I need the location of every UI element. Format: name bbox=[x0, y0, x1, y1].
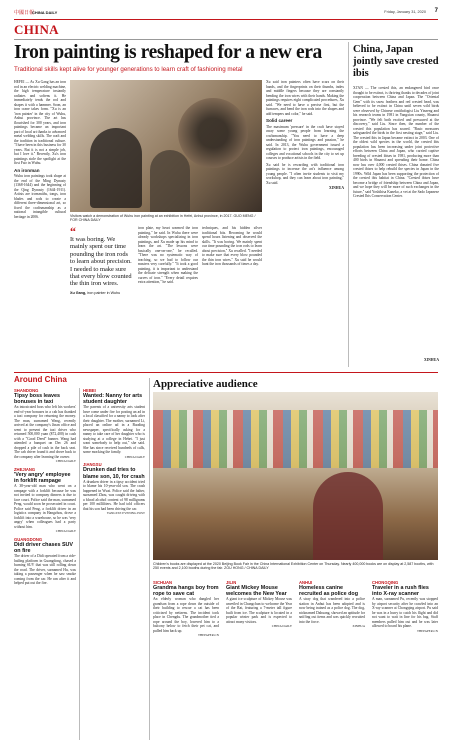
brief-body: The parents of a university arts student have come under fire for posting an ad in a local classified for a nanny to look after their daughter. The mother, surnamed Li, placed an online ad in a Baoding newspaper, specifically asking for a nanny to take care of her daughter who is studying at a college in Hebei. "I just want somebody to help out," she said. She has since received hundreds of calls, some mocking the family. bbox=[83, 405, 145, 455]
brief-title: Grandma hangs boy from rope to save cat bbox=[153, 585, 219, 598]
brief-body: A giant ice sculpture of Mickey Mouse was unveiled in Changchun to welcome the Year of the Rat, featuring a 7-meter tall figure built from ice. The sculpture is located in a popular winter park and is expected to attract many visitors. bbox=[226, 597, 292, 624]
masthead-date: Friday, January 31, 2020 bbox=[384, 10, 426, 14]
brief-title: Didi driver chases SUV on fire bbox=[14, 541, 74, 555]
brief-place: JIANGSU bbox=[83, 462, 102, 468]
main-col-1b-text: Wuhu iron paintings took shape at the end of the Ming Dynasty (1368-1644) and the beginning of the Qing Dynasty (1644-1911). Artists are ironsmiths, tongs, iron blades and rods to create a different three-dimensional art, so fixed the craftsmanship as a national intangible cultural heritage in 2006. bbox=[14, 174, 66, 219]
side-headline: China, Japan jointly save crested ibis bbox=[353, 44, 439, 79]
masthead bbox=[14, 7, 438, 19]
pull-quote-name: Xu Gang, bbox=[70, 290, 87, 295]
pull-quote bbox=[70, 226, 132, 295]
brief-jilin bbox=[226, 580, 292, 629]
iron-painting-photo bbox=[70, 80, 262, 212]
page-number: 7 bbox=[434, 8, 438, 14]
main-deck: Traditional skills kept alive for younger generations to learn craft of fashioning metal bbox=[14, 66, 243, 73]
side-body: XI'AN — The crested ibis, an endangered bird once thought to be extinct, is thriving thanks to decades of joint cooperation between China and Japan. The "Oriental Gem" with its snow feathers and red crested head, was believed to be extinct in China until seven wild birds were observed by Chinese ornithologist Liu Yinzeng and his research teams in 1981 in Yangxian county, Shaanxi province. "We felt both excited and pressured at the discovery," said Liu. Since then, the number of the crested ibis population has soared. "Basic measures safeguarded the birds in the first nesting stage," said Liu. The crested ibis in Japan became extinct in 2003. One of the oldest wild species in the world, the crested ibis population has been increasing under joint protective efforts between China and Japan, who carried captive breeding of crested ibises in 1981, producing more than 400 birds in Shaanxi and spreading their home. China now has over 4,000 crested ibises. China donated five crested ibises to help rebuild the species in Japan in the 1990s. Wild Japan has been supporting the protection of the crested ibis habitat in China. "Crested ibises have become a bridge of friendship between China and Japan, and we hope they will be more of such exchanges in the future," said Yoshihisa Kaneko, a vet at the Sado Japanese Crested Ibis Conservation Center. bbox=[353, 86, 439, 198]
brief-source: THEPAPER.CN bbox=[197, 633, 219, 638]
side-story-divider bbox=[348, 42, 349, 367]
appreciative-label: Appreciative audience bbox=[153, 378, 258, 390]
main-col-1-text: HEFEI — As Xu Gang has an iron rod in an electric welding machine, the high temperature instantly radiates and softens it. He immediately tends the rod and shapes it with a hammer. Soon, an iron crane takes form. "Xu is an 'iron painter' in the city of Wuhu, Anhui province. The art has flourished for 300 years, and iron paintings became an important part of local art thanks to advanced metal welding skills. The craft and the tradition in traditional culture. "I have been in this business for 30 years. But it is not a simple job, but I love it." Recently, Xu's iron paintings stole the spotlight at the first Fair in Wuhu. bbox=[14, 80, 67, 165]
brief-title: Homeless canine recruited as police dog bbox=[299, 585, 359, 598]
brief-title: Tipsy boss leaves bonuses in taxi bbox=[14, 393, 61, 406]
photo-crane-artwork bbox=[178, 98, 248, 168]
main-col-3: techniques, and his hidden silver traditional bits. Becoming he would spend hours listening and observed the skills. "It was boring. We mainly spent our time pounding the iron rods to learn about precision," Xu recalled. "I needed to make sure that every blow pounded the thin iron wires." Xu said he would hunt the iron thousands of times a day. bbox=[202, 226, 262, 266]
brief-place: CHONGQING bbox=[372, 580, 399, 585]
book-fair-photo bbox=[153, 392, 438, 560]
around-china-rule bbox=[14, 372, 438, 373]
main-byline: XINHUA bbox=[329, 186, 344, 190]
brief-body: A 38-year-old man who went on a rampage with a forklift because he was not invited to company dinners is due to face court. Police said the man, surnamed Peng, would soon be prosecuted in court. Police said Peng, a forklift driver in an logistics company in Hangzhou, drove a forklift into a warehouse, so he was 'very angry' when colleagues had a party without him. bbox=[14, 484, 76, 529]
photo-worker-figure bbox=[90, 128, 142, 208]
brief-place: JILIN bbox=[226, 580, 237, 585]
pull-quote-role: iron painter in Wuhu bbox=[87, 290, 121, 295]
subhead-solid-career: Solid career bbox=[266, 118, 293, 123]
brief-place: ZHEJIANG bbox=[14, 466, 36, 472]
brief-title: Giant Mickey Mouse welcomes the New Year bbox=[226, 585, 287, 598]
side-byline: XINHUA bbox=[424, 358, 439, 362]
brief-source: CHINA DAILY bbox=[55, 529, 76, 534]
book-fair-caption: Children's books are displayed at the 2020 Beijing Book Fair in the China International Exhibition Center on Thursday. Nearly 400,000 books are on display at 2,587 booths, with 250 events and 2,100 booths during the fair. ZOU HONG / CHINA DAILY bbox=[153, 562, 434, 571]
appreciative-briefs bbox=[153, 580, 438, 745]
photo-visitors bbox=[150, 150, 190, 212]
brief-title: Drunken dad tries to blame son, 10, for crash bbox=[83, 467, 145, 480]
brief-place: SICHUAN bbox=[153, 580, 173, 585]
subhead-ironman: An ironman bbox=[14, 167, 40, 173]
brief-place: GUANGDONG bbox=[14, 536, 43, 542]
main-col-2: iron plate, my heart warmed the iron painting," he said. In Wuhu there were already workshops specializing in iron paintings, and Xu made up his mind to learn the art. "The lessons were basically one-on-one," he recalled. "There was no systematic way of teaching, so we had to follow our masters very carefully." "It took a good painting, it is important to understand the delicate strength when making the curves of iron." "Every detail requires extra attention," he said. bbox=[138, 226, 198, 284]
quote-mark-icon: “ bbox=[70, 224, 76, 238]
brief-source: XINHUA bbox=[352, 624, 365, 629]
brief-place: HEBEI bbox=[83, 388, 96, 393]
around-col-divider-1 bbox=[79, 388, 80, 740]
brief-zhejiang bbox=[14, 467, 76, 534]
masthead-logo: 中國日報 bbox=[14, 10, 35, 16]
brief-body: The driver of a Didi operated from a ride-hailing platform in Guangdong, chased a burning SUV that was still rolling down the road. The driver, surnamed Hu, was taking a passenger when he saw smoke coming from the car. He ran after it and helped put out the fire. bbox=[14, 554, 76, 586]
main-col-4b-text: The maximum 'pressure' in the craft have stayed away some young people from learning the craftsmanship. "You need to have a deep understanding of iron paintings and passion," he said. In 2013, the Wuhu government issued a regulation to protect iron paintings, encouraged colleges and vocational schools in the city to set up courses to produce artists in the field. bbox=[266, 124, 344, 160]
around-col-1 bbox=[14, 388, 76, 586]
around-china-label: Around China bbox=[14, 375, 67, 384]
brief-title: 'Very angry' employee in forklift rampage bbox=[14, 471, 71, 485]
around-col-divider-2 bbox=[149, 378, 150, 740]
brief-body: A drunken driver in a tipsy accident tried to blame his 10-year-old son. The crash happened in Wuxi. Police said the father, surnamed Zhou, was caught driving with a blood alcohol content of 98 milligrams per 100 milliliters. He had told officers that his son had been driving the car. bbox=[83, 479, 145, 511]
brief-shandong bbox=[14, 388, 76, 464]
brief-source: CHINA DAILY bbox=[55, 459, 76, 464]
section-title: CHINA bbox=[14, 22, 59, 37]
brief-source: YANGTZE EVENING POST bbox=[106, 511, 145, 516]
brief-guangdong bbox=[14, 537, 76, 586]
main-col-4 bbox=[266, 80, 344, 191]
section-rule bbox=[14, 39, 438, 40]
brief-body: A man, surnamed Pu, recently was stopped by airport security after he crawled into an X-ray scanner at Chongqing airport. Pu said he was in a hurry to catch his flight and did not want to wait in line for his bag. Staff members pulled him out and he was later allowed to board his plane. bbox=[372, 597, 438, 629]
photo-caption: Visitors watch a demonstration of Wuhu iron painting at an exhibition in Hefei, Anhui province, in 2017. GUO MENG / FOR CHINA DAILY bbox=[70, 214, 256, 223]
brief-chongqing bbox=[372, 580, 438, 633]
masthead-paper-name: CHINA DAILY bbox=[32, 10, 58, 15]
brief-hebei bbox=[83, 388, 145, 459]
brief-body: An intoxicated boss who left his workers' end-of-year bonuses in a cab has thanked a taxi company for returning the money. The man, surnamed Wang, recently arrived at the company's Jinan office and went to present the taxi driver who returned 500,000 yuan ($72,400) in cash with a "Good Deed" banner. Wang had attended a banquet on Dec 26 and dropped a pile of cash in the back seat. The cab driver found it and drove back to the company after learning the owner. bbox=[14, 405, 76, 459]
masthead-rule bbox=[14, 19, 438, 20]
brief-source: CHINA DAILY bbox=[124, 454, 145, 459]
main-col-1 bbox=[14, 80, 66, 219]
brief-title: Traveler in a rush flies into X-ray scanner bbox=[372, 585, 429, 598]
brief-anhui bbox=[299, 580, 365, 629]
brief-jiangsu bbox=[83, 462, 145, 515]
brief-place: ANHUI bbox=[299, 580, 313, 585]
photo-bookshelf-books bbox=[153, 410, 438, 468]
pull-quote-text: It was boring. We mainly spent our time pounding the iron rods to learn about precision. I needed to make sure that every blow counted the thin iron wires. bbox=[70, 236, 132, 288]
brief-source: CHINA DAILY bbox=[271, 624, 292, 629]
brief-sichuan bbox=[153, 580, 219, 638]
brief-place: SHANDONG bbox=[14, 388, 39, 393]
main-headline: Iron painting is reshaped for a new era bbox=[14, 42, 322, 63]
main-col-4-text: Xu said iron painters often have scars on their hands, and the fingerprints on their thumbs, index and middle fingers because they are constantly bending the iron wires with their hands. Making the paintings requires eight complicated procedures, Xu said. "We need to have a precise first, but the furnaces, and bend the iron rods into the shapes and add tempers and color," he said. bbox=[266, 80, 344, 116]
photo-child-reading bbox=[313, 472, 383, 560]
around-col-2 bbox=[83, 388, 145, 516]
brief-body: A stray dog that wandered into a police station in Anhui has been adopted and is now being trained as a police dog. The dog, nicknamed Dahuang, showed an aptitude for sniffing out items and was quickly recruited into the force. bbox=[299, 597, 365, 624]
brief-source: THEPAPER.CN bbox=[416, 628, 438, 633]
main-col-4c-text: Xu said he is rewarding with traditional iron paintings to increase the art's influence among young people. "I often invite students to visit my workshop, and they can learn about iron painting," Xu said. bbox=[266, 162, 344, 185]
brief-body: An elderly woman who dangled her grandson from a rope down the outside of their building to rescue a cat has been criticized by netizens. The incident took place in Chengdu. The grandmother tied a rope around the boy, lowered him to a balcony below to fetch their pet cat, and pulled him back up. bbox=[153, 597, 219, 633]
brief-title: Wanted: Nanny for arts student daughter bbox=[83, 393, 143, 406]
